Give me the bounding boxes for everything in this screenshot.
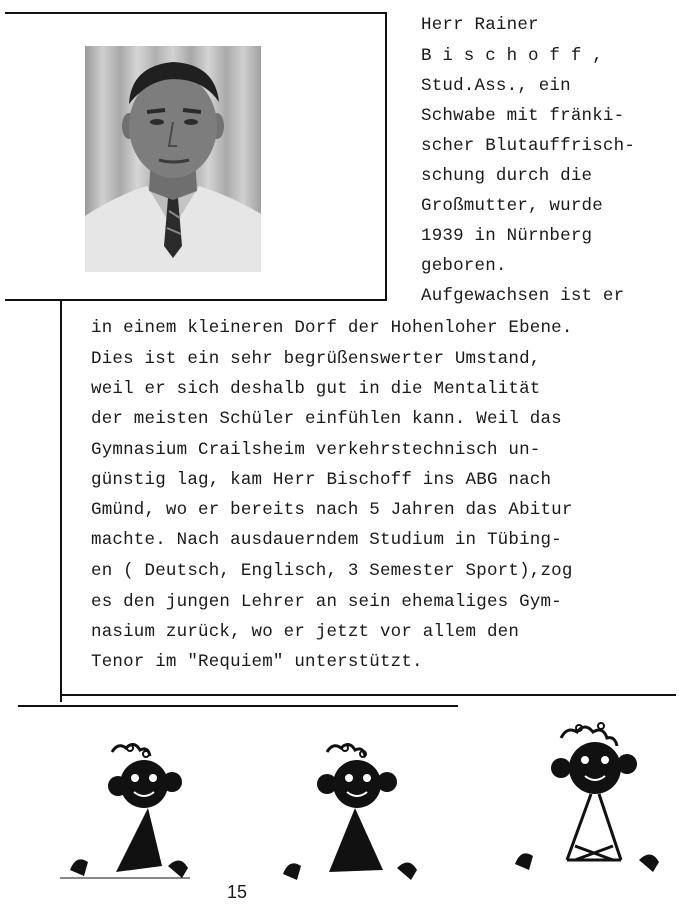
text-box-bottom [60,694,676,696]
text-right-line-6: schung durch die [421,166,593,186]
cartoon-figure-left [60,738,190,900]
text-main-line-3: weil er sich deshalb gut in die Mentalität [91,379,541,399]
text-box-left [60,300,62,702]
text-right-line-9: geboren. [421,256,507,276]
photo-box-bottom [5,299,387,301]
text-main-line-7: Gmünd, wo er bereits nach 5 Jahren das Abitur [91,500,573,520]
text-right-line-1: Herr Rainer [421,15,539,35]
text-right-line-5: scher Blutauffrisch- [421,136,636,156]
text-right-line-4: Schwabe mit fränki- [421,106,625,126]
text-main-line-12: Tenor im "Requiem" unterstützt. [91,652,423,672]
text-main-line-8: machte. Nach ausdauerndem Studium in Tübing- [91,530,562,550]
photo-box-top [5,12,386,14]
text-main-line-11: nasium zurück, wo er jetzt vor allem den [91,622,520,642]
text-main-line-4: der meisten Schüler einfühlen kann. Weil das [91,409,562,429]
divider-line [18,705,458,707]
text-main-line-10: es den jungen Lehrer an sein ehemaliges Gym- [91,592,562,612]
photo-box-right [385,12,387,301]
text-main-line-9: en ( Deutsch, Englisch, 3 Semester Sport),zog [91,561,573,581]
text-right-line-2: B i s c h o f f , [421,46,603,66]
text-right-line-7: Großmutter, wurde [421,196,603,216]
cartoon-figure-middle [283,738,423,900]
text-main-line-5: Gymnasium Crailsheim verkehrstechnisch un- [91,440,541,460]
text-main-line-1: in einem kleineren Dorf der Hohenloher Ebene. [91,318,573,338]
portrait-photo [85,46,261,272]
text-main-line-6: günstig lag, kam Herr Bischoff ins ABG nach [91,470,552,490]
text-right-line-8: 1939 in Nürnberg [421,226,593,246]
page-number: 15 [227,882,248,902]
text-main-line-2: Dies ist ein sehr begrüßenswerter Umstand, [91,349,541,369]
cartoon-figure-right [515,714,665,886]
text-right-line-10: Aufgewachsen ist er [421,286,625,306]
text-right-line-3: Stud.Ass., ein [421,76,571,96]
